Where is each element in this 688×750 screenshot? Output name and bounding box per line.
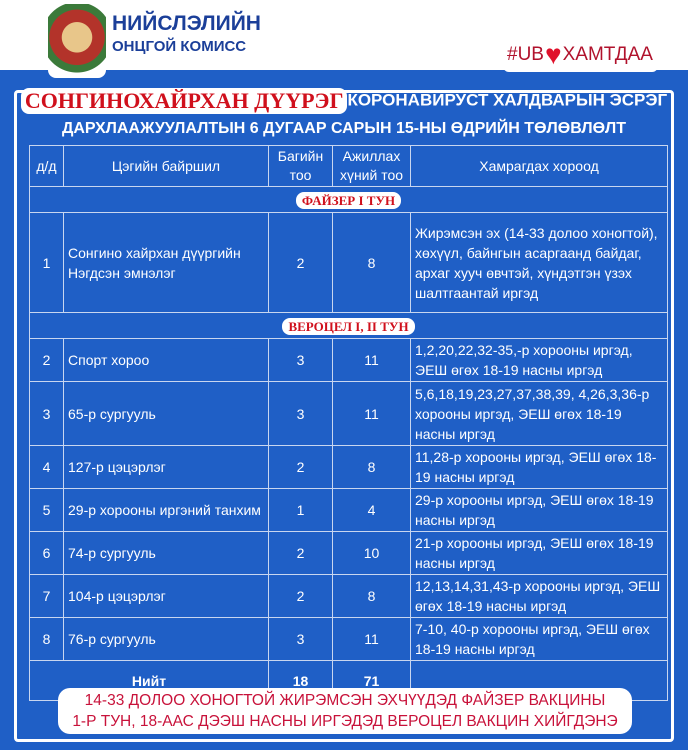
row-place: Сонгино хайрхан дүүргийн Нэгдсэн эмнэлэг [64,213,269,313]
table-row [30,446,668,489]
table-row [30,532,668,575]
table-row [30,382,668,446]
hashtag-right: ХАМТДАА [562,44,653,65]
row-staff: 8 [333,213,411,313]
row-number: 2 [30,339,64,382]
row-khoroo: 21-р хорооны иргэд, ЭЕШ өгөх 18-19 насны иргэд [411,532,668,575]
row-khoroo: 7-10, 40-р хорооны иргэд, ЭЕШ өгөх 18-19 насны иргэд [411,618,668,661]
row-place: 74-р сургууль [64,532,269,575]
hashtag-left: #UB [507,44,544,65]
row-teams: 2 [269,575,333,618]
row-khoroo: Жирэмсэн эх (14-33 долоо хоногтой), хөхүүл, байнгын асаргаанд байдаг, архаг хууч өвчтэй, хүндэтгэн үзэх шалтгаантай иргэд [411,213,668,313]
row-number: 3 [30,382,64,446]
row-place: 29-р хорооны иргэний танхим [64,489,269,532]
row-place: 76-р сургууль [64,618,269,661]
row-teams: 3 [269,339,333,382]
header-khoroo: Хамрагдах хороод [411,146,668,187]
table-row [30,575,668,618]
row-staff: 4 [333,489,411,532]
total-teams: 18 [269,661,333,701]
row-number: 5 [30,489,64,532]
row-teams: 2 [269,446,333,489]
row-place: Спорт хороо [64,339,269,382]
emblem-icon [48,4,106,78]
row-teams: 3 [269,382,333,446]
header-teams: Багийн тоо [269,146,333,187]
org-name-line2: ОНЦГОЙ КОМИСС [112,38,247,55]
title-line2: ДАРХЛААЖУУЛАЛТЫН 6 ДУГААР САРЫН 15-НЫ ӨДРИЙН ТӨЛӨВЛӨЛТ [61,120,627,137]
row-number: 4 [30,446,64,489]
row-staff: 8 [333,446,411,489]
notice-line1: 14-33 ДОЛОО ХОНОГТОЙ ЖИРЭМСЭН ЭХЧҮҮДЭД ФАЙЗЕР ВАКЦИНЫ [84,692,606,709]
row-staff: 11 [333,618,411,661]
table-row [30,618,668,661]
row-number: 7 [30,575,64,618]
row-staff: 11 [333,382,411,446]
row-khoroo: 1,2,20,22,32-35,-р хорооны иргэд, ЭЕШ өгөх 18-19 насны иргэд [411,339,668,382]
phase-label: ФАЙЗЕР I ТУН [296,192,401,209]
row-teams: 2 [269,532,333,575]
row-teams: 3 [269,618,333,661]
row-number: 1 [30,213,64,313]
row-place: 65-р сургууль [64,382,269,446]
org-name-line1: НИЙСЛЭЛИЙН [112,12,261,35]
notice-line2: 1-Р ТУН, 18-ААС ДЭЭШ НАСНЫ ИРГЭДЭД ВЕРОЦЕЛ ВАКЦИН ХИЙГДЭНЭ [72,713,618,730]
row-number: 8 [30,618,64,661]
total-staff: 71 [333,661,411,701]
header-no: д/д [30,146,64,187]
notice-banner [58,688,632,734]
district-name: СОНГИНОХАЙРХАН ДҮҮРЭГ [21,88,348,114]
heart-icon: ♥ [544,39,562,70]
title-rest: КОРОНАВИРУСТ ХАЛДВАРЫН ЭСРЭГ [347,90,668,110]
row-staff: 8 [333,575,411,618]
total-label: Нийт [30,661,269,701]
row-khoroo: 5,6,18,19,23,27,37,38,39, 4,26,3,36-р хорооны иргэд, ЭЕШ өгөх 18-19 насны иргэд [411,382,668,446]
row-khoroo: 29-р хорооны иргэд, ЭЕШ өгөх 18-19 насны иргэд [411,489,668,532]
header-staff: Ажиллах хүний тоо [333,146,411,187]
hashtag-badge [503,38,658,72]
row-teams: 2 [269,213,333,313]
title-line1 [0,88,688,114]
row-teams: 1 [269,489,333,532]
table-row [30,339,668,382]
row-place: 104-р цэцэрлэг [64,575,269,618]
row-staff: 11 [333,339,411,382]
phase-row [30,313,668,339]
row-number: 6 [30,532,64,575]
schedule-table [29,145,668,701]
row-staff: 10 [333,532,411,575]
header-place: Цэгийн байршил [64,146,269,187]
row-khoroo: 12,13,14,31,43-р хорооны иргэд, ЭЕШ өгөх 18-19 насны иргэд [411,575,668,618]
table-row [30,489,668,532]
row-place: 127-р цэцэрлэг [64,446,269,489]
phase-row [30,187,668,213]
table-row [30,213,668,313]
phase-label: ВЕРОЦЕЛ I, II ТУН [282,318,414,335]
row-khoroo: 11,28-р хорооны иргэд, ЭЕШ өгөх 18-19 насны иргэд [411,446,668,489]
